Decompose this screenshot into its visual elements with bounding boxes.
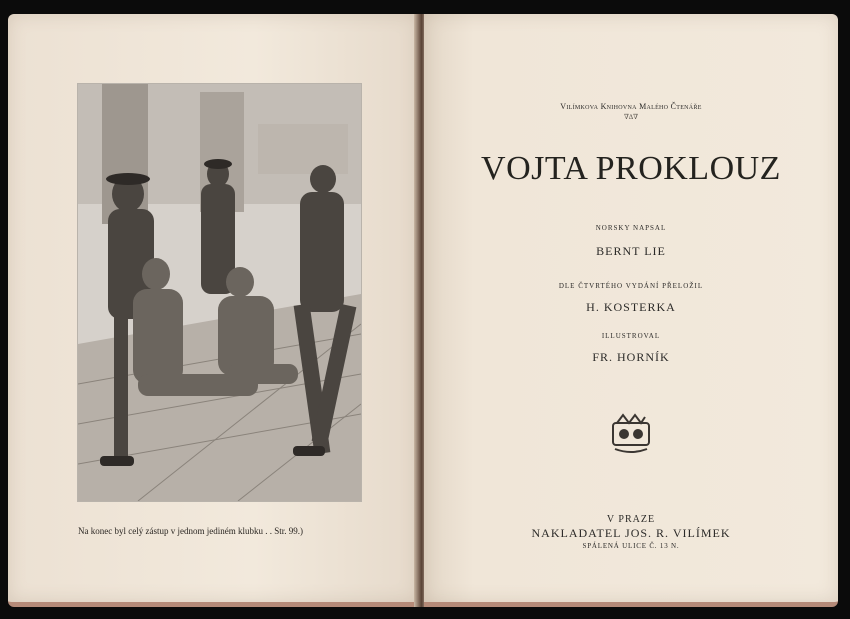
frontispiece-illustration xyxy=(78,84,361,501)
illustrator-name: FR. HORNÍK xyxy=(592,350,670,364)
author-name: BERNT LIE xyxy=(596,244,666,258)
left-page-frontispiece xyxy=(8,14,418,607)
illustrated-by-label: ILLUSTROVAL xyxy=(601,332,661,340)
written-by-label: NORSKY NAPSAL xyxy=(595,224,667,232)
publisher-name: NAKLADATEL JOS. R. VILÍMEK xyxy=(531,526,731,540)
translated-by-label: DLE ČTVRTÉHO VYDÁNÍ PŘELOŽIL xyxy=(558,282,704,290)
illustration-caption: Na konec byl celý zástup v jednom jediném klubku . . Str. 99.) xyxy=(78,526,303,536)
series-name: Vilímkova Knihovna Malého Čtenáře xyxy=(560,102,702,111)
publisher-address: SPÁLENÁ ULICE Č. 13 N. xyxy=(582,542,680,550)
ornament: ∇∆∇ xyxy=(623,113,639,121)
publisher-emblem-icon xyxy=(607,409,655,457)
brawl-engraving xyxy=(78,84,361,501)
publication-city: V PRAZE xyxy=(606,514,656,525)
book-title: VOJTA PROKLOUZ xyxy=(481,150,781,187)
right-page-title xyxy=(424,14,838,607)
translator-name: H. KOSTERKA xyxy=(586,300,676,314)
